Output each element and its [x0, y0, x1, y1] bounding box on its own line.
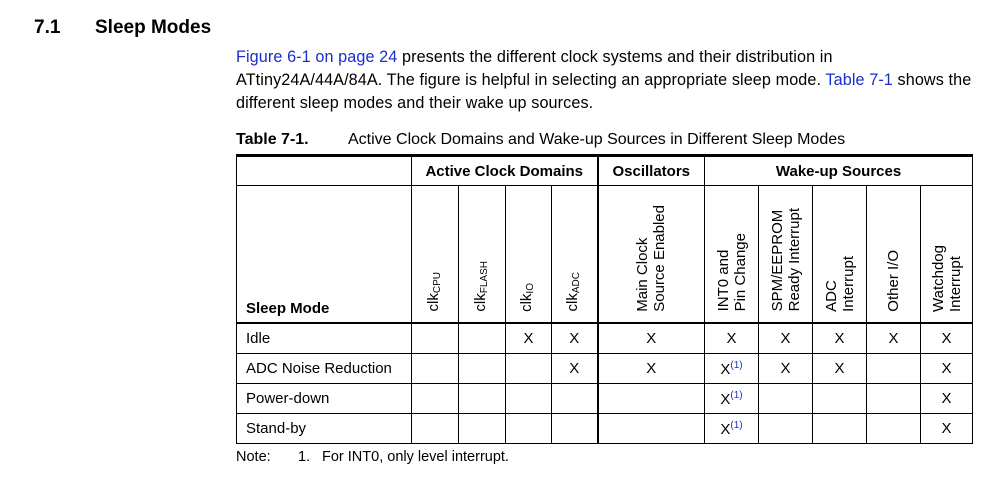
table-cell — [705, 384, 759, 414]
table-cell — [813, 323, 867, 354]
cell-mark: X — [523, 330, 534, 347]
table-cell — [459, 323, 506, 354]
clk-adc-header: clk$_{ADC}$ — [552, 186, 598, 324]
table-row — [237, 323, 973, 354]
table-cell — [506, 354, 552, 384]
cell-mark: X — [941, 330, 952, 347]
table-cell — [705, 354, 759, 384]
cell-mark: X — [720, 360, 731, 378]
watchdog-interrupt-header: Watchdog Interrupt — [921, 186, 973, 324]
cell-mark: X — [834, 360, 845, 377]
cell-mark: X — [941, 360, 952, 377]
column-header-row — [237, 186, 973, 324]
cell-mark: X — [941, 390, 952, 407]
clk-flash-header: clk$_{FLASH}$ — [459, 186, 506, 324]
cell-mark: X — [888, 330, 899, 347]
table-row — [237, 384, 973, 414]
adc-interrupt-header: ADC Interrupt — [813, 186, 867, 324]
cell-mark: X — [941, 420, 952, 437]
table-cell — [552, 414, 598, 444]
table-cell — [759, 323, 813, 354]
footnote-ref[interactable]: (1) — [730, 419, 743, 431]
cell-mark: X — [569, 360, 580, 377]
note-label: Note: — [236, 449, 271, 465]
cell-mark: X — [780, 360, 791, 377]
section-number: 7.1 — [34, 17, 61, 38]
table-cell — [867, 384, 921, 414]
table-cell — [598, 354, 705, 384]
table-cell — [598, 323, 705, 354]
table-cell — [459, 384, 506, 414]
intro-text-2: shows the different sleep modes and their wake up sources. — [236, 71, 972, 112]
cell-mark: X — [780, 330, 791, 347]
wakeup-sources-group-header: Wake-up Sources — [705, 156, 973, 186]
table-cell — [921, 323, 973, 354]
clk-io-header: clk$_{IO}$ — [506, 186, 552, 324]
table-cell — [759, 384, 813, 414]
intro-paragraph — [236, 46, 976, 115]
group-header-row — [237, 156, 973, 186]
table-cell — [459, 354, 506, 384]
figure-link[interactable]: Figure 6-1 on page 24 — [236, 48, 398, 66]
table-row — [237, 354, 973, 384]
note-number: 1. — [298, 449, 311, 465]
table-link[interactable]: Table 7-1 — [825, 71, 893, 89]
int0-pin-change-header: INT0 and Pin Change — [705, 186, 759, 324]
table-cell — [759, 354, 813, 384]
table-cell — [412, 354, 459, 384]
table-cell — [921, 384, 973, 414]
table-cell — [412, 414, 459, 444]
cell-mark: X — [726, 330, 737, 347]
table-cell — [506, 323, 552, 354]
footnote-ref[interactable]: (1) — [730, 359, 743, 371]
sleep-mode-cell: ADC Noise Reduction — [237, 354, 412, 384]
table-cell — [813, 354, 867, 384]
note-text: For INT0, only level interrupt. — [322, 449, 509, 465]
table-cell — [598, 384, 705, 414]
section-title: Sleep Modes — [95, 17, 212, 38]
empty-corner — [237, 156, 412, 186]
cell-mark: X — [569, 330, 580, 347]
other-io-header: Other I/O — [867, 186, 921, 324]
main-clock-header: Main Clock Source Enabled — [598, 186, 705, 324]
table-cell — [867, 354, 921, 384]
clk-cpu-header: clk$_{CPU}$ — [412, 186, 459, 324]
table-cell — [506, 414, 552, 444]
oscillators-group-header: Oscillators — [598, 156, 705, 186]
table-cell — [921, 354, 973, 384]
table-cell — [459, 414, 506, 444]
sleep-mode-cell: Power-down — [237, 384, 412, 414]
table-cell — [705, 323, 759, 354]
table-cell — [921, 414, 973, 444]
sleep-mode-cell: Stand-by — [237, 414, 412, 444]
table-cell — [813, 384, 867, 414]
table-caption-number: Table 7-1. — [236, 131, 309, 148]
cell-mark: X — [646, 360, 657, 377]
table-cell — [867, 323, 921, 354]
table-caption — [236, 131, 976, 149]
table-row — [237, 414, 973, 444]
spm-eeprom-header: SPM/EEPROM Ready Interrupt — [759, 186, 813, 324]
table-cell — [552, 323, 598, 354]
sleep-modes-table — [236, 154, 973, 444]
table-cell — [813, 414, 867, 444]
table-cell — [552, 384, 598, 414]
clock-domains-group-header: Active Clock Domains — [412, 156, 598, 186]
table-note — [236, 449, 509, 465]
footnote-ref[interactable]: (1) — [730, 389, 743, 401]
table-cell — [506, 384, 552, 414]
sleep-mode-cell: Idle — [237, 323, 412, 354]
cell-mark: X — [720, 390, 731, 408]
table-caption-text: Active Clock Domains and Wake-up Sources in Different Sleep Modes — [348, 131, 846, 148]
table-cell — [598, 414, 705, 444]
table-cell — [412, 384, 459, 414]
cell-mark: X — [834, 330, 845, 347]
table-cell — [412, 323, 459, 354]
cell-mark: X — [720, 420, 731, 438]
intro-text-1: presents the different clock systems and their distribution in ATtiny24A/44A/84A. The figure is helpful in selecting an appropriate sleep mode. — [236, 48, 833, 89]
sleep-mode-header: Sleep Mode — [237, 186, 412, 324]
cell-mark: X — [646, 330, 657, 347]
table-cell — [552, 354, 598, 384]
table-cell — [759, 414, 813, 444]
table-cell — [705, 414, 759, 444]
table-cell — [867, 414, 921, 444]
table-body — [237, 323, 973, 444]
